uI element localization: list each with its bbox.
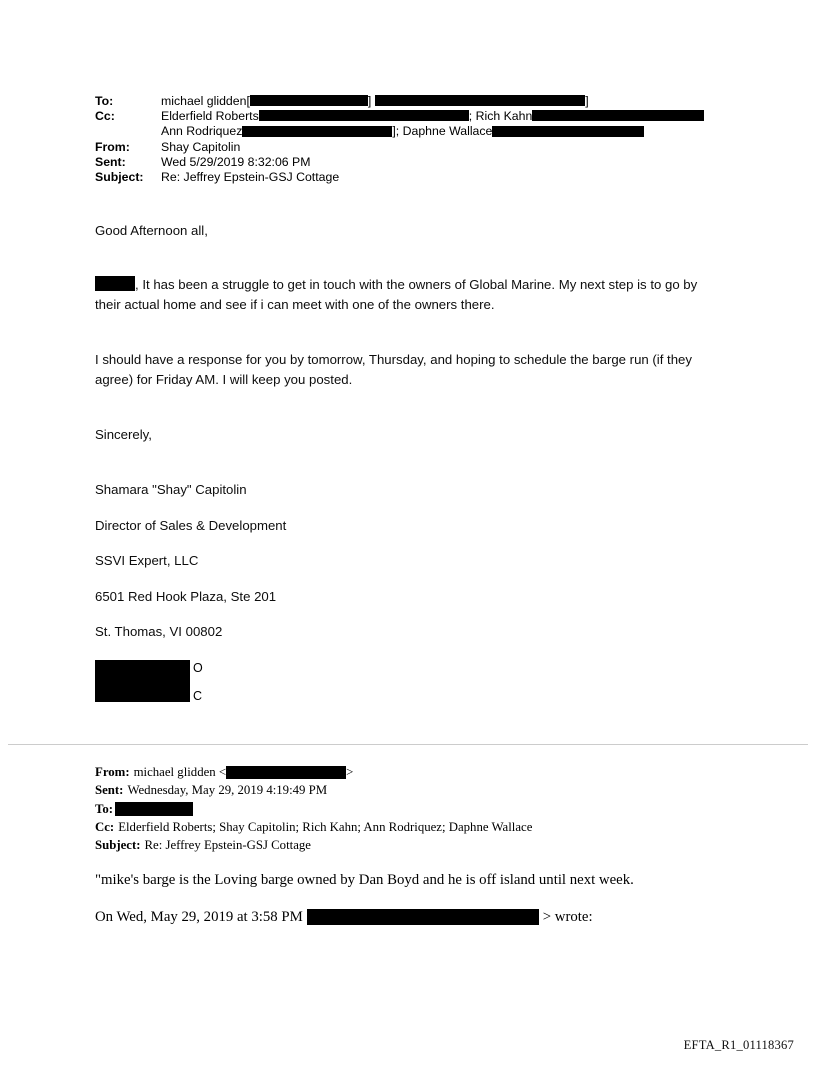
redaction-bar <box>375 95 585 106</box>
email-header-cc-row-2 <box>95 124 735 139</box>
sent-label: Sent: <box>95 154 126 169</box>
redaction-bar <box>492 126 644 137</box>
quoted-subject-row <box>95 836 735 854</box>
redaction-bar <box>226 766 346 779</box>
subject-label: Subject: <box>95 170 144 185</box>
quoted-reply-attribution-prefix: On Wed, May 29, 2019 at 3:58 PM <box>95 909 303 925</box>
body-paragraph-1 <box>95 275 715 314</box>
cc-label: Cc: <box>95 109 115 124</box>
signature-address-line-1: 6501 Red Hook Plaza, Ste 201 <box>95 589 277 604</box>
quoted-from-value: michael glidden < <box>133 765 227 779</box>
subject-value: Re: Jeffrey Epstein-GSJ Cottage <box>161 170 340 185</box>
redaction-bar <box>95 276 135 291</box>
quoted-cc-label: Cc: <box>95 819 115 834</box>
to-value-tail2: ] <box>585 94 589 108</box>
redaction-bar <box>95 677 190 702</box>
quoted-sent-value: Wednesday, May 29, 2019 4:19:49 PM <box>127 783 328 798</box>
quoted-to-row <box>95 800 735 818</box>
to-value-tail: ] <box>367 94 372 108</box>
cc-line2-name: Ann Rodriquez <box>161 124 243 139</box>
signature-address-line-2: St. Thomas, VI 00802 <box>95 624 223 639</box>
quoted-sent-label: Sent: <box>95 783 124 798</box>
from-label: From: <box>95 139 130 154</box>
redaction-bar <box>532 110 704 121</box>
body-paragraph-1-text: , It has been a struggle to get in touch with the owners of Global Marine. My next step is to go by their actual home and see if i can meet with one of the owners there. <box>95 277 698 312</box>
quoted-subject-label: Subject: <box>95 838 141 853</box>
signature-title: Director of Sales & Development <box>95 518 287 533</box>
quoted-from-value-tail: > <box>346 765 354 779</box>
cc-value: Elderfield Roberts <box>161 109 259 124</box>
email-header-cc-row <box>95 109 735 124</box>
email-header-from-row <box>95 140 735 155</box>
cell-phone-label: C <box>193 688 203 703</box>
body-closing: Sincerely, <box>95 427 152 442</box>
quoted-subject-value: Re: Jeffrey Epstein-GSJ Cottage <box>144 838 311 853</box>
office-phone-label: O <box>193 660 203 675</box>
email-header-block <box>95 94 735 185</box>
body-paragraph-2: I should have a response for you by tomorrow, Thursday, and hoping to schedule the barge run (if they agree) for Friday AM. I will keep you posted. <box>95 352 692 387</box>
signature-contact-block <box>95 658 203 703</box>
quoted-message-header <box>95 763 735 854</box>
redaction-bar <box>250 95 368 106</box>
quoted-message-text: "mike's barge is the Loving barge owned by Dan Boyd and he is off island until next week. <box>95 872 634 888</box>
quoted-reply-attribution-suffix: > wrote: <box>542 909 593 925</box>
email-header-to-row <box>95 94 735 109</box>
redaction-bar <box>242 126 392 137</box>
from-value: Shay Capitolin <box>161 139 241 154</box>
quoted-sent-row <box>95 781 735 799</box>
quoted-reply-attribution <box>95 907 735 927</box>
sent-value: Wed 5/29/2019 8:32:06 PM <box>161 154 311 169</box>
quoted-from-label: From: <box>95 765 130 779</box>
message-divider <box>8 744 808 745</box>
bates-number: EFTA_R1_01118367 <box>683 1038 794 1052</box>
signature-cell-phone-row <box>95 677 203 703</box>
quoted-cc-row <box>95 818 735 836</box>
signature-office-phone-row <box>95 658 203 677</box>
redaction-bar <box>115 802 193 816</box>
cc-line2-mid: ]; Daphne Wallace <box>392 124 493 139</box>
signature-company: SSVI Expert, LLC <box>95 553 199 568</box>
to-label: To: <box>95 94 114 108</box>
cc-value-2: ; Rich Kahn <box>468 109 533 124</box>
quoted-from-row <box>95 763 735 781</box>
to-value: michael glidden[ <box>161 94 250 108</box>
email-header-subject-row <box>95 170 735 185</box>
body-greeting: Good Afternoon all, <box>95 223 208 238</box>
quoted-to-label: To: <box>95 801 114 816</box>
signature-name: Shamara "Shay" Capitolin <box>95 482 247 497</box>
quoted-cc-value: Elderfield Roberts; Shay Capitolin; Rich Kahn; Ann Rodriquez; Daphne Wallace <box>118 819 533 834</box>
redaction-bar <box>95 660 190 677</box>
email-header-sent-row <box>95 155 735 170</box>
redaction-bar <box>259 110 469 121</box>
redaction-bar <box>307 909 539 925</box>
